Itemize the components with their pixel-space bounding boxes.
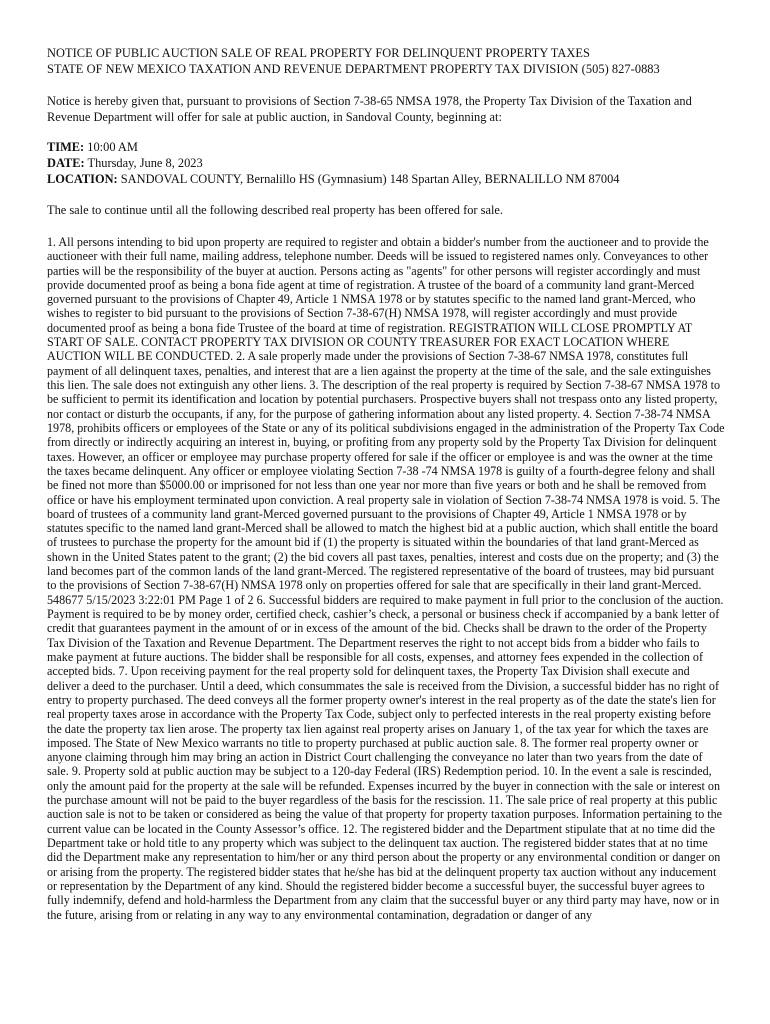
continuation-text: The sale to continue until all the following described real property has been offered for sale. <box>47 203 503 218</box>
auction-details <box>47 140 725 187</box>
location-row <box>47 172 725 188</box>
notice-title: NOTICE OF PUBLIC AUCTION SALE OF REAL PROPERTY FOR DELINQUENT PROPERTY TAXES <box>47 46 590 60</box>
terms-body: 1. All persons intending to bid upon property are required to register and obtain a bidder's number from the auctioneer and to provide the auctioneer with their full name, mailing address, telephone number. Deeds will be issued to registered names only. Conveyances to other parties will be the responsibility of the buyer at auction. Persons acting as "agents" for other persons will register accordingly and must provide documented proof as being a bona fide agent at time of registration. A trustee of the board of a community land grant-Merced governed pursuant to the provisions of Chapter 49, Article 1 NMSA 1978 or by statutes specific to the named land grant-Merced, who wishes to register to bid pursuant to the provisions of Section 7-38-67(H) NMSA 1978, will register accordingly and must provide documented proof as being a bona fide Trustee of the board at time of registration. REGISTRATION WILL CLOSE PROMPTLY AT START OF SALE. CONTACT PROPERTY TAX DIVISION OR COUNTY TREASURER FOR EXACT LOCATION WHERE AUCTION WILL BE CONDUCTED. 2. A sale properly made under the provisions of Section 7-38-67 NMSA 1978, constitutes full payment of all delinquent taxes, penalties, and interest that are a lien against the property at the time of the sale, and the sale extinguishes this lien. The sale does not extinguish any other liens. 3. The description of the real property is required by Section 7-38-67 NMSA 1978 to be sufficient to permit its identification and location by potential purchasers. Prospective buyers shall not trespass onto any listed property, nor contact or disturb the occupants, if any, for the purpose of gathering information about any listed property. 4. Section 7-38-74 NMSA 1978, prohibits officers or employees of the State or any of its political subdivisions engaged in the administration of the Property Tax Code from directly or indirectly acquiring an interest in, buying, or profiting from any property sold by the Property Tax Division for delinquent taxes. However, an officer or employee may purchase property offered for sale if the officer or employee is and was the owner at the time the taxes became delinquent. Any officer or employee violating Section 7-38 -74 NMSA 1978 is guilty of a fourth-degree felony and shall be fined not more than $5000.00 or imprisoned for not less than one year nor more than five years or both and he shall be removed from office or have his employment terminated upon conviction. A real property sale in violation of Section 7-38-74 NMSA 1978 is void. 5. The board of trustees of a community land grant-Merced governed pursuant to the provisions of Chapter 49, Article 1 NMSA 1978 or by statutes specific to the named land grant-Merced shall be allowed to match the highest bid at a public auction, which shall entitle the board of trustees to purchase the property for the amount bid if (1) the property is situated within the boundaries of that land grant-Merced as shown in the United States patent to the grant; (2) the bid covers all past taxes, penalties, interest and costs due on the property; and (3) the land becomes part of the common lands of the land grant-Merced. The registered representative of the board of trustees, may bid pursuant to the provisions of Section 7-38-67(H) NMSA 1978 only on properties offered for sale that are specifically in their land grant-Merced. 548677 5/15/2023 3:22:01 PM Page 1 of 2 6. Successful bidders are required to make payment in full prior to the conclusion of the auction. Payment is required to be by money order, certified check, cashier’s check, a personal or business check if accompanied by a bank letter of credit that guarantees payment in the amount of or in excess of the amount of the bid. Checks shall be drawn to the order of the Property Tax Division of the Taxation and Revenue Department. The Department reserves the right to not accept bids from a bidder who fails to make payment at future auctions. The bidder shall be responsible for all costs, expenses, and attorney fees expended in the collection of accepted bids. 7. Upon receiving payment for the real property sold for delinquent taxes, the Property Tax Division shall execute and deliver a deed to the purchaser. Until a deed, which consummates the sale is received from the Division, a successful bidder has no right of entry to property purchased. The deed conveys all the former property owner's interest in the real property as of the date the state's lien for real property taxes arose in accordance with the Property Tax Code, subject only to perfected interests in the real property existing before the date the property tax lien arose. The property tax lien against real property arises on January 1, of the tax year for which the taxes are imposed. The State of New Mexico warrants no title to property purchased at public auction sale. 8. The former real property owner or anyone claiming through him may bring an action in District Court challenging the conveyance no later than two years from the date of sale. 9. Property sold at public auction may be subject to a 120-day Federal (IRS) Redemption period. 10. In the event a sale is rescinded, only the amount paid for the property at the sale will be refunded. Expenses incurred by the buyer in connection with the sale or interest on the purchase amount will not be paid to the buyer regardless of the basis for the rescission. 11. The sale price of real property at this public auction sale is not to be taken or considered as being the value of that property for property taxation purposes. Information pertaining to the current value can be located in the County Assessor’s office. 12. The registered bidder and the Department stipulate that at no time did the Department take or hold title to any property which was subject to the delinquent tax auction. The registered bidder states that at no time did the Department make any representation to him/her or any third person about the property or any environmental condition or danger on or arising from the property. The registered bidder states that he/she has bid at the delinquent property tax auction without any inducement or representation by the Department of any kind. Should the registered bidder become a successful buyer, the successful buyer agrees to fully indemnify, defend and hold-harmless the Department from any claim that the successful buyer or any third party may have, now or in the future, arising from or relating in any way to any environmental contamination, degradation or danger of any <box>47 234 725 922</box>
date-row <box>47 156 725 172</box>
time-label: TIME: <box>47 140 85 155</box>
location-value: SANDOVAL COUNTY, Bernalillo HS (Gymnasium) 148 Spartan Alley, BERNALILLO NM 87004 <box>117 171 620 186</box>
notice-heading <box>47 46 725 77</box>
notice-intro: Notice is hereby given that, pursuant to provisions of Section 7-38-65 NMSA 1978, the Property Tax Division of the Taxation and Revenue Department will offer for sale at public auction, in Sandoval County, beginning at: <box>47 94 692 124</box>
time-value: 10:00 AM <box>84 140 138 155</box>
date-value: Thursday, June 8, 2023 <box>84 155 203 170</box>
notice-subtitle: STATE OF NEW MEXICO TAXATION AND REVENUE DEPARTMENT PROPERTY TAX DIVISION (505) 827-0883 <box>47 61 660 76</box>
time-row <box>47 140 725 156</box>
location-label: LOCATION: <box>47 171 118 186</box>
date-label: DATE: <box>47 155 85 170</box>
